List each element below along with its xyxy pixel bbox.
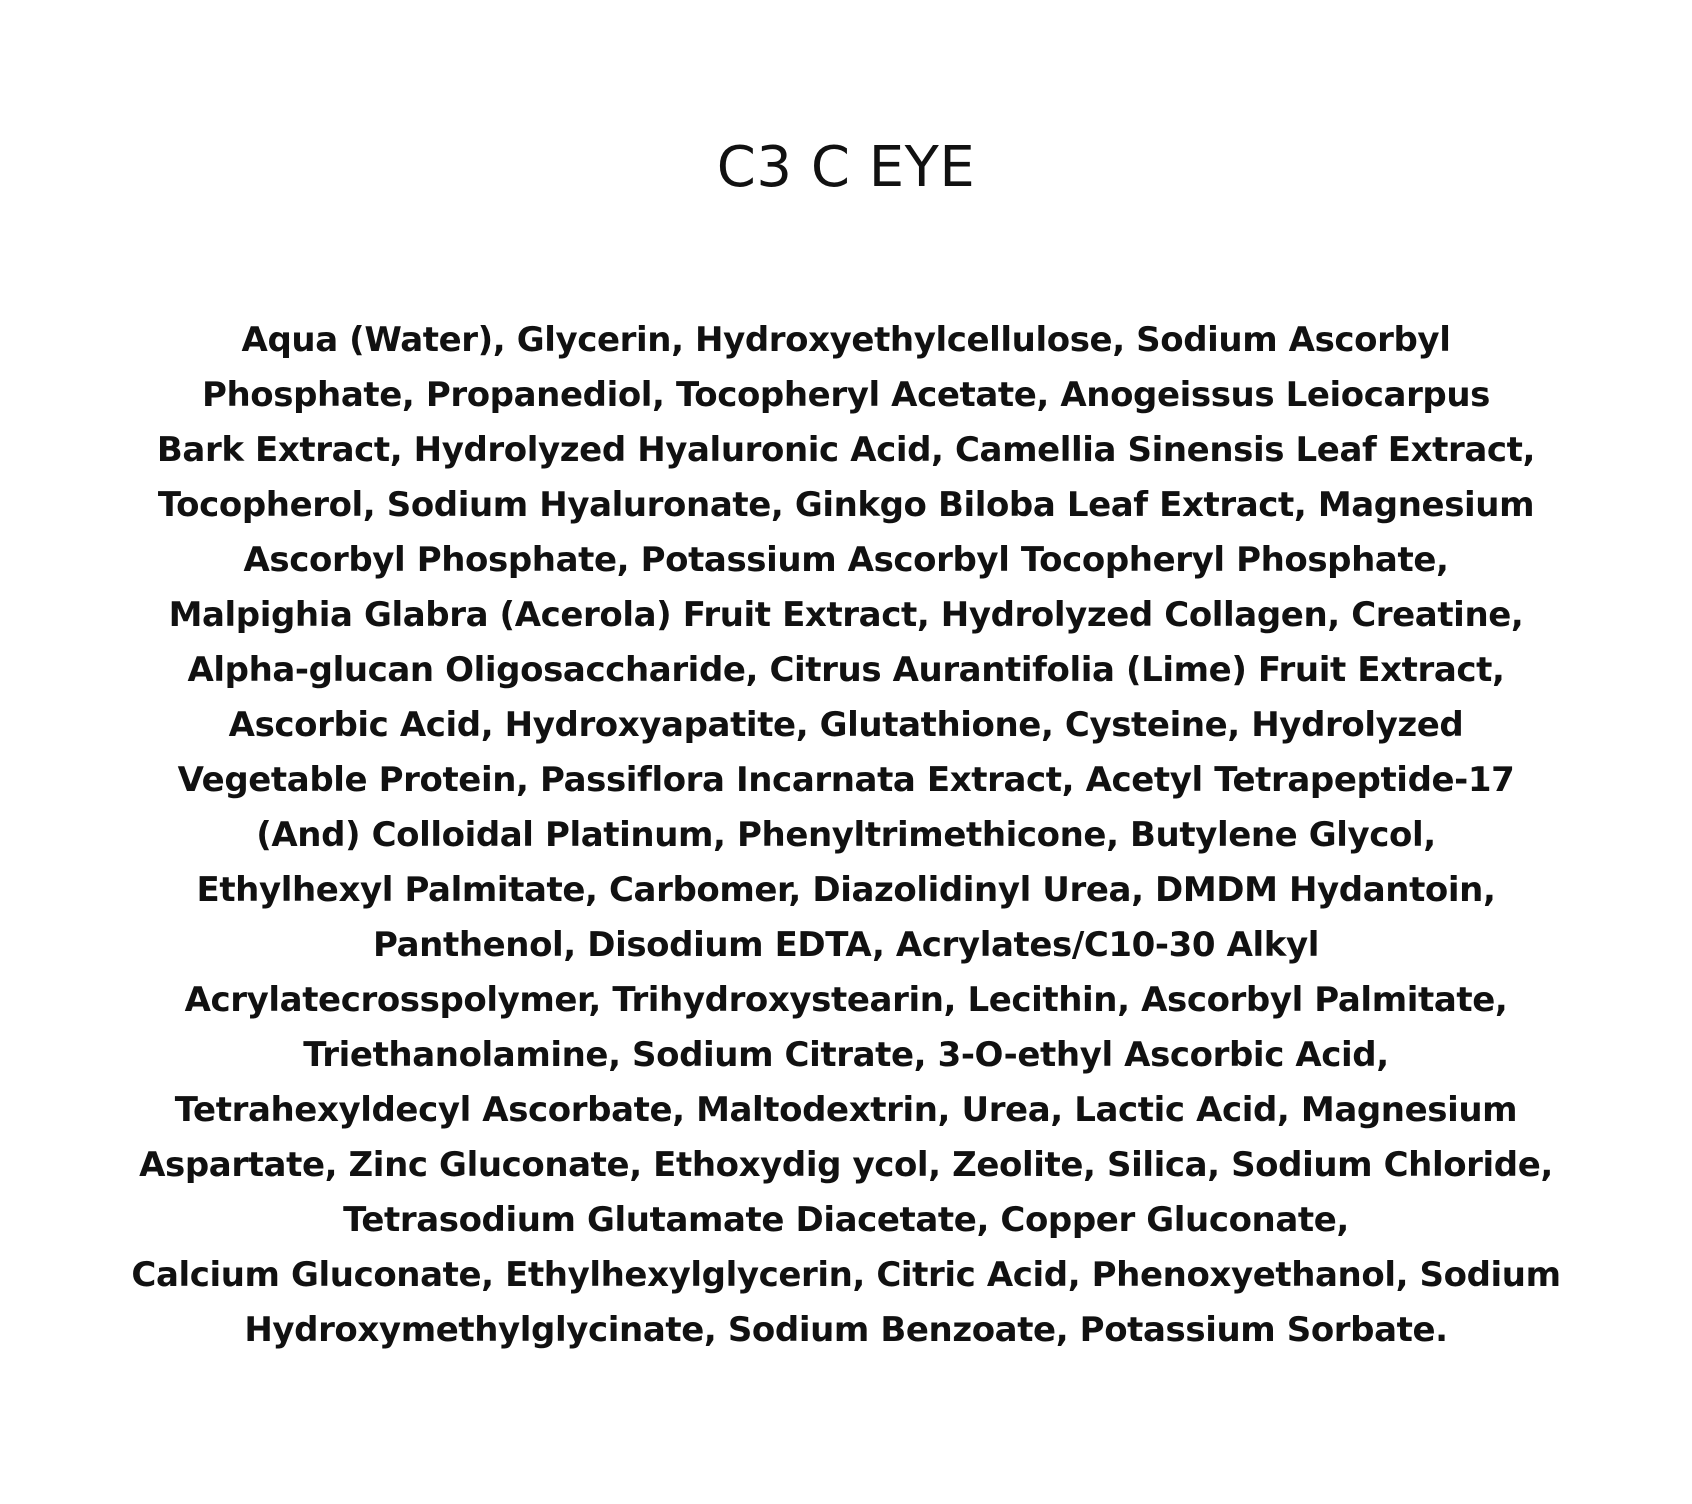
ingredient-line: Ascorbic Acid, Hydroxyapatite, Glutathione, Cysteine, Hydrolyzed [228,705,1464,745]
ingredient-line: Ascorbyl Phosphate, Potassium Ascorbyl Tocopheryl Phosphate, [243,540,1449,580]
ingredient-line: Panthenol, Disodium EDTA, Acrylates/C10-30 Alkyl [373,925,1319,965]
ingredient-line: Tocopherol, Sodium Hyaluronate, Ginkgo Biloba Leaf Extract, Magnesium [157,485,1535,525]
ingredient-line: Vegetable Protein, Passiflora Incarnata Extract, Acetyl Tetrapeptide-17 [177,760,1515,800]
ingredient-line: Aspartate, Zinc Gluconate, Ethoxydig ycol, Zeolite, Silica, Sodium Chloride, [139,1145,1553,1185]
ingredient-line: Aqua (Water), Glycerin, Hydroxyethylcellulose, Sodium Ascorbyl [241,320,1451,360]
ingredient-line: Phosphate, Propanediol, Tocopheryl Acetate, Anogeissus Leiocarpus [201,375,1491,415]
ingredient-line: Tetrasodium Glutamate Diacetate, Copper Gluconate, [343,1200,1349,1240]
ingredient-line: Tetrahexyldecyl Ascorbate, Maltodextrin, Urea, Lactic Acid, Magnesium [174,1090,1518,1130]
ingredients-list [30,313,1662,1358]
ingredient-line: Alpha-glucan Oligosaccharide, Citrus Aurantifolia (Lime) Fruit Extract, [187,650,1505,690]
ingredient-line: Ethylhexyl Palmitate, Carbomer, Diazolidinyl Urea, DMDM Hydantoin, [196,870,1496,910]
product-title: C3 C EYE [716,135,976,200]
ingredient-line: Acrylatecrosspolymer, Trihydroxystearin, Lecithin, Ascorbyl Palmitate, [184,980,1508,1020]
ingredient-line: Malpighia Glabra (Acerola) Fruit Extract, Hydrolyzed Collagen, Creatine, [168,595,1524,635]
ingredient-line: Hydroxymethylglycinate, Sodium Benzoate, Potassium Sorbate. [244,1310,1448,1350]
ingredient-line: Triethanolamine, Sodium Citrate, 3-O-ethyl Ascorbic Acid, [303,1035,1389,1075]
ingredient-line: Bark Extract, Hydrolyzed Hyaluronic Acid, Camellia Sinensis Leaf Extract, [156,430,1536,470]
ingredient-line: Calcium Gluconate, Ethylhexylglycerin, Citric Acid, Phenoxyethanol, Sodium [131,1255,1561,1295]
ingredient-line: (And) Colloidal Platinum, Phenyltrimethicone, Butylene Glycol, [256,815,1436,855]
